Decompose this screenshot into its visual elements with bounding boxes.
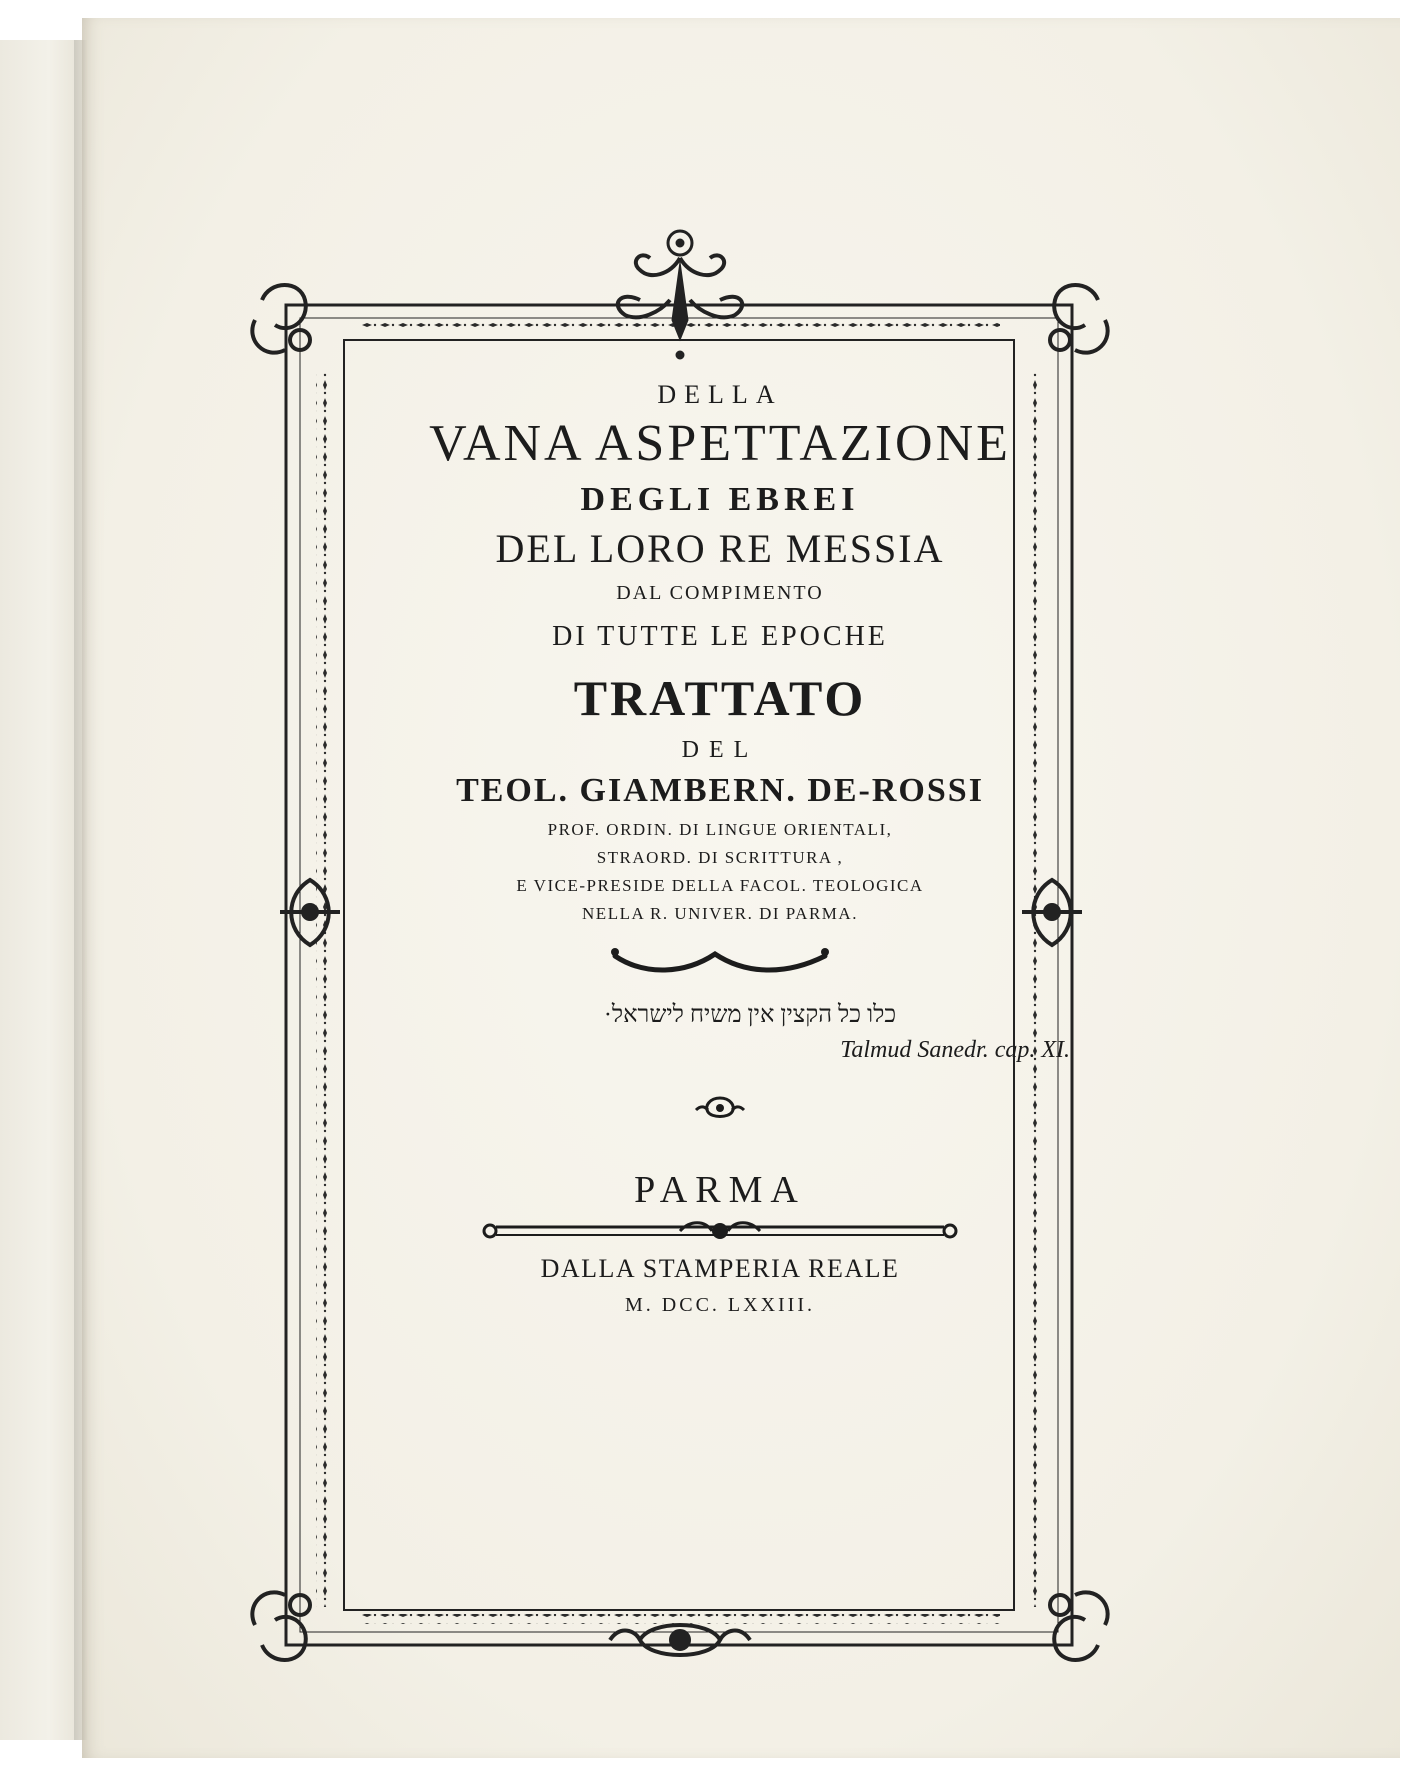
- author-name: TEOL. GIAMBERN. DE-ROSSI: [456, 772, 984, 809]
- title-line-dal-compimento: DAL COMPIMENTO: [616, 582, 824, 604]
- author-credential-4: NELLA R. UNIVER. DI PARMA.: [582, 904, 858, 923]
- imprint-year: M. DCC. LXXIII.: [625, 1294, 815, 1316]
- title-line-del: DEL: [681, 737, 759, 763]
- title-line-trattato: TRATTATO: [573, 670, 867, 726]
- title-text-block: [330, 380, 1110, 1317]
- imprint-rule: [480, 1220, 960, 1242]
- left-chain-band: [316, 372, 328, 1607]
- wave-ornament: [605, 936, 835, 976]
- title-line-della: DELLA: [657, 380, 783, 409]
- author-credential-1: PROF. ORDIN. DI LINGUE ORIENTALI,: [547, 820, 893, 839]
- author-credential-3: E VICE-PRESIDE DELLA FACOL. TEOLOGICA: [516, 876, 924, 895]
- imprint-city: PARMA: [634, 1169, 806, 1211]
- title-line-vana-aspettazione: VANA ASPETTAZIONE: [429, 415, 1011, 472]
- bottom-ornament: [610, 1625, 750, 1655]
- small-fleuron: [690, 1094, 750, 1124]
- title-line-re-messia: DEL LORO RE MESSIA: [495, 526, 945, 571]
- hebrew-epigraph: כלו כל הקצין אין משיח לישראל·: [603, 1002, 897, 1028]
- author-credential-2: STRAORD. DI SCRITTURA ,: [596, 848, 844, 867]
- title-line-degli-ebrei: DEGLI EBREI: [580, 481, 860, 518]
- epigraph-source: Talmud Sanedr. cap. XI.: [840, 1037, 1070, 1063]
- imprint-printer: DALLA STAMPERIA REALE: [540, 1254, 900, 1283]
- title-line-epoche: DI TUTTE LE EPOCHE: [552, 621, 888, 652]
